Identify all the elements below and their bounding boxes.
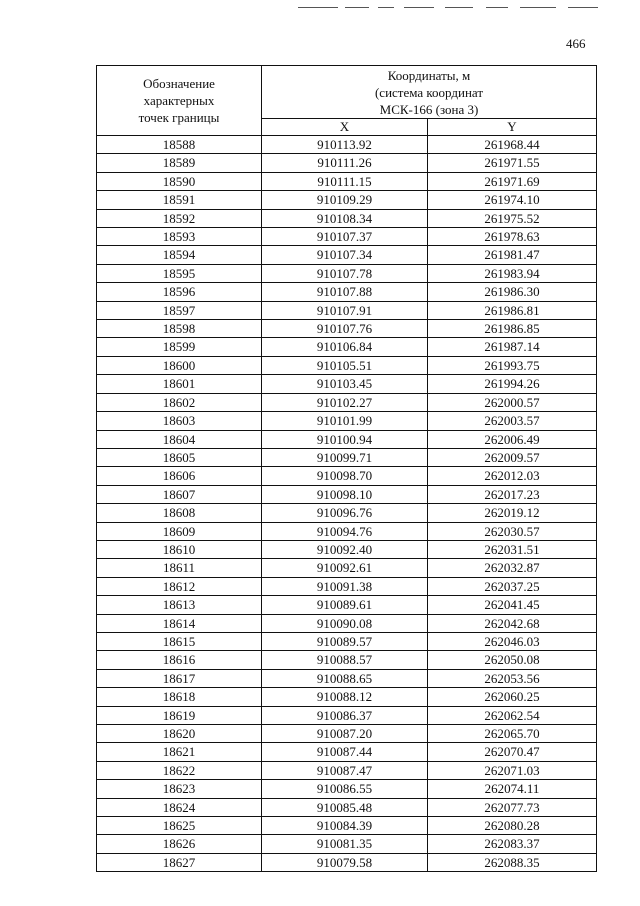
table-row	[97, 540, 597, 558]
point-id-cell: 18596	[97, 283, 262, 301]
y-coordinate-cell: 261974.10	[428, 191, 597, 209]
table-row	[97, 209, 597, 227]
y-coordinate-cell: 261986.81	[428, 301, 597, 319]
point-id-cell: 18609	[97, 522, 262, 540]
x-coordinate-cell: 910081.35	[262, 835, 428, 853]
top-rule	[445, 7, 473, 8]
point-id-cell: 18593	[97, 228, 262, 246]
point-id-cell: 18603	[97, 412, 262, 430]
x-coordinate-cell: 910107.34	[262, 246, 428, 264]
x-coordinate-cell: 910085.48	[262, 798, 428, 816]
top-rule	[520, 7, 556, 8]
y-coordinate-cell: 262070.47	[428, 743, 597, 761]
table-row	[97, 172, 597, 190]
y-coordinate-cell: 262042.68	[428, 614, 597, 632]
x-coordinate-cell: 910086.55	[262, 780, 428, 798]
point-id-cell: 18613	[97, 596, 262, 614]
top-rule	[404, 7, 434, 8]
point-id-cell: 18605	[97, 448, 262, 466]
point-id-cell: 18597	[97, 301, 262, 319]
point-id-cell: 18606	[97, 467, 262, 485]
point-id-cell: 18612	[97, 577, 262, 595]
point-id-cell: 18621	[97, 743, 262, 761]
x-coordinate-cell: 910108.34	[262, 209, 428, 227]
table-row	[97, 632, 597, 650]
point-id-cell: 18610	[97, 540, 262, 558]
y-coordinate-cell: 261971.69	[428, 172, 597, 190]
coordinates-header: Координаты, м (система координат МСК-166 (зона 3)	[262, 66, 597, 119]
y-coordinate-cell: 262009.57	[428, 448, 597, 466]
point-id-cell: 18595	[97, 264, 262, 282]
table-row	[97, 136, 597, 154]
point-id-cell: 18598	[97, 320, 262, 338]
point-id-cell: 18627	[97, 853, 262, 871]
point-id-cell: 18588	[97, 136, 262, 154]
x-coordinate-cell: 910094.76	[262, 522, 428, 540]
y-coordinate-cell: 262077.73	[428, 798, 597, 816]
top-rule	[345, 7, 369, 8]
point-id-cell: 18622	[97, 761, 262, 779]
table-row	[97, 669, 597, 687]
y-coordinate-cell: 262031.51	[428, 540, 597, 558]
table-row	[97, 780, 597, 798]
y-coordinate-cell: 262053.56	[428, 669, 597, 687]
y-coordinate-cell: 262065.70	[428, 725, 597, 743]
y-coordinate-cell: 261986.85	[428, 320, 597, 338]
top-rule	[298, 7, 338, 8]
y-coordinate-cell: 262003.57	[428, 412, 597, 430]
y-coordinate-cell: 262019.12	[428, 504, 597, 522]
designation-header: Обозначение характерных точек границы	[97, 66, 262, 136]
y-coordinate-cell: 262050.08	[428, 651, 597, 669]
x-coordinate-cell: 910098.10	[262, 485, 428, 503]
x-coordinate-cell: 910111.26	[262, 154, 428, 172]
top-rule	[378, 7, 394, 8]
table-row	[97, 338, 597, 356]
top-rule	[568, 7, 598, 8]
table-row	[97, 817, 597, 835]
table-row	[97, 393, 597, 411]
table-row	[97, 246, 597, 264]
point-id-cell: 18620	[97, 725, 262, 743]
x-coordinate-cell: 910109.29	[262, 191, 428, 209]
x-coordinate-cell: 910105.51	[262, 356, 428, 374]
table-row	[97, 706, 597, 724]
point-id-cell: 18611	[97, 559, 262, 577]
table-row	[97, 596, 597, 614]
table-row	[97, 485, 597, 503]
point-id-cell: 18592	[97, 209, 262, 227]
table-row	[97, 504, 597, 522]
y-coordinate-cell: 262000.57	[428, 393, 597, 411]
point-id-cell: 18616	[97, 651, 262, 669]
point-id-cell: 18608	[97, 504, 262, 522]
x-coordinate-cell: 910111.15	[262, 172, 428, 190]
point-id-cell: 18602	[97, 393, 262, 411]
x-coordinate-cell: 910089.57	[262, 632, 428, 650]
x-coordinate-cell: 910090.08	[262, 614, 428, 632]
point-id-cell: 18623	[97, 780, 262, 798]
point-id-cell: 18619	[97, 706, 262, 724]
y-coordinate-cell: 261993.75	[428, 356, 597, 374]
x-coordinate-cell: 910087.20	[262, 725, 428, 743]
x-coordinate-cell: 910088.65	[262, 669, 428, 687]
x-coordinate-cell: 910113.92	[262, 136, 428, 154]
y-coordinate-cell: 261987.14	[428, 338, 597, 356]
x-coordinate-cell: 910101.99	[262, 412, 428, 430]
table-row	[97, 725, 597, 743]
point-id-cell: 18618	[97, 688, 262, 706]
table-row	[97, 264, 597, 282]
table-row	[97, 430, 597, 448]
table-body	[97, 136, 597, 872]
table-row	[97, 559, 597, 577]
table-row	[97, 228, 597, 246]
table-row	[97, 688, 597, 706]
y-header: Y	[428, 119, 597, 136]
x-coordinate-cell: 910107.76	[262, 320, 428, 338]
point-id-cell: 18615	[97, 632, 262, 650]
page-number: 466	[566, 36, 586, 51]
y-coordinate-cell: 262041.45	[428, 596, 597, 614]
table-row	[97, 448, 597, 466]
coordinates-table	[96, 65, 597, 872]
table-row	[97, 154, 597, 172]
table-row	[97, 651, 597, 669]
x-coordinate-cell: 910099.71	[262, 448, 428, 466]
y-coordinate-cell: 262071.03	[428, 761, 597, 779]
y-coordinate-cell: 262080.28	[428, 817, 597, 835]
y-coordinate-cell: 262006.49	[428, 430, 597, 448]
point-id-cell: 18600	[97, 356, 262, 374]
table-row	[97, 743, 597, 761]
x-coordinate-cell: 910100.94	[262, 430, 428, 448]
x-coordinate-cell: 910088.12	[262, 688, 428, 706]
x-coordinate-cell: 910091.38	[262, 577, 428, 595]
x-coordinate-cell: 910107.37	[262, 228, 428, 246]
table-row	[97, 577, 597, 595]
table-row	[97, 522, 597, 540]
x-coordinate-cell: 910103.45	[262, 375, 428, 393]
y-coordinate-cell: 262046.03	[428, 632, 597, 650]
y-coordinate-cell: 262032.87	[428, 559, 597, 577]
y-coordinate-cell: 261986.30	[428, 283, 597, 301]
y-coordinate-cell: 261994.26	[428, 375, 597, 393]
table-row	[97, 301, 597, 319]
x-coordinate-cell: 910092.61	[262, 559, 428, 577]
point-id-cell: 18594	[97, 246, 262, 264]
table-row	[97, 375, 597, 393]
y-coordinate-cell: 262074.11	[428, 780, 597, 798]
y-coordinate-cell: 262088.35	[428, 853, 597, 871]
x-coordinate-cell: 910084.39	[262, 817, 428, 835]
table-row	[97, 191, 597, 209]
point-id-cell: 18617	[97, 669, 262, 687]
table-row	[97, 467, 597, 485]
x-coordinate-cell: 910089.61	[262, 596, 428, 614]
point-id-cell: 18626	[97, 835, 262, 853]
x-coordinate-cell: 910107.78	[262, 264, 428, 282]
y-coordinate-cell: 261981.47	[428, 246, 597, 264]
y-coordinate-cell: 262083.37	[428, 835, 597, 853]
point-id-cell: 18589	[97, 154, 262, 172]
y-coordinate-cell: 261968.44	[428, 136, 597, 154]
x-coordinate-cell: 910079.58	[262, 853, 428, 871]
y-coordinate-cell: 262037.25	[428, 577, 597, 595]
y-coordinate-cell: 261975.52	[428, 209, 597, 227]
table-row	[97, 798, 597, 816]
y-coordinate-cell: 262017.23	[428, 485, 597, 503]
table-row	[97, 356, 597, 374]
point-id-cell: 18624	[97, 798, 262, 816]
table-row	[97, 412, 597, 430]
x-coordinate-cell: 910088.57	[262, 651, 428, 669]
table-row	[97, 283, 597, 301]
x-coordinate-cell: 910098.70	[262, 467, 428, 485]
y-coordinate-cell: 262012.03	[428, 467, 597, 485]
x-coordinate-cell: 910102.27	[262, 393, 428, 411]
x-coordinate-cell: 910107.91	[262, 301, 428, 319]
y-coordinate-cell: 261978.63	[428, 228, 597, 246]
table-row	[97, 835, 597, 853]
x-coordinate-cell: 910086.37	[262, 706, 428, 724]
y-coordinate-cell: 261983.94	[428, 264, 597, 282]
x-coordinate-cell: 910106.84	[262, 338, 428, 356]
point-id-cell: 18599	[97, 338, 262, 356]
x-coordinate-cell: 910107.88	[262, 283, 428, 301]
point-id-cell: 18590	[97, 172, 262, 190]
x-coordinate-cell: 910096.76	[262, 504, 428, 522]
top-rule	[486, 7, 508, 8]
y-coordinate-cell: 262062.54	[428, 706, 597, 724]
table-row	[97, 614, 597, 632]
table-row	[97, 761, 597, 779]
point-id-cell: 18625	[97, 817, 262, 835]
x-coordinate-cell: 910087.44	[262, 743, 428, 761]
x-coordinate-cell: 910092.40	[262, 540, 428, 558]
point-id-cell: 18607	[97, 485, 262, 503]
y-coordinate-cell: 262060.25	[428, 688, 597, 706]
point-id-cell: 18601	[97, 375, 262, 393]
y-coordinate-cell: 262030.57	[428, 522, 597, 540]
y-coordinate-cell: 261971.55	[428, 154, 597, 172]
point-id-cell: 18604	[97, 430, 262, 448]
point-id-cell: 18591	[97, 191, 262, 209]
table-row	[97, 853, 597, 871]
table-row	[97, 320, 597, 338]
x-header: X	[262, 119, 428, 136]
x-coordinate-cell: 910087.47	[262, 761, 428, 779]
point-id-cell: 18614	[97, 614, 262, 632]
